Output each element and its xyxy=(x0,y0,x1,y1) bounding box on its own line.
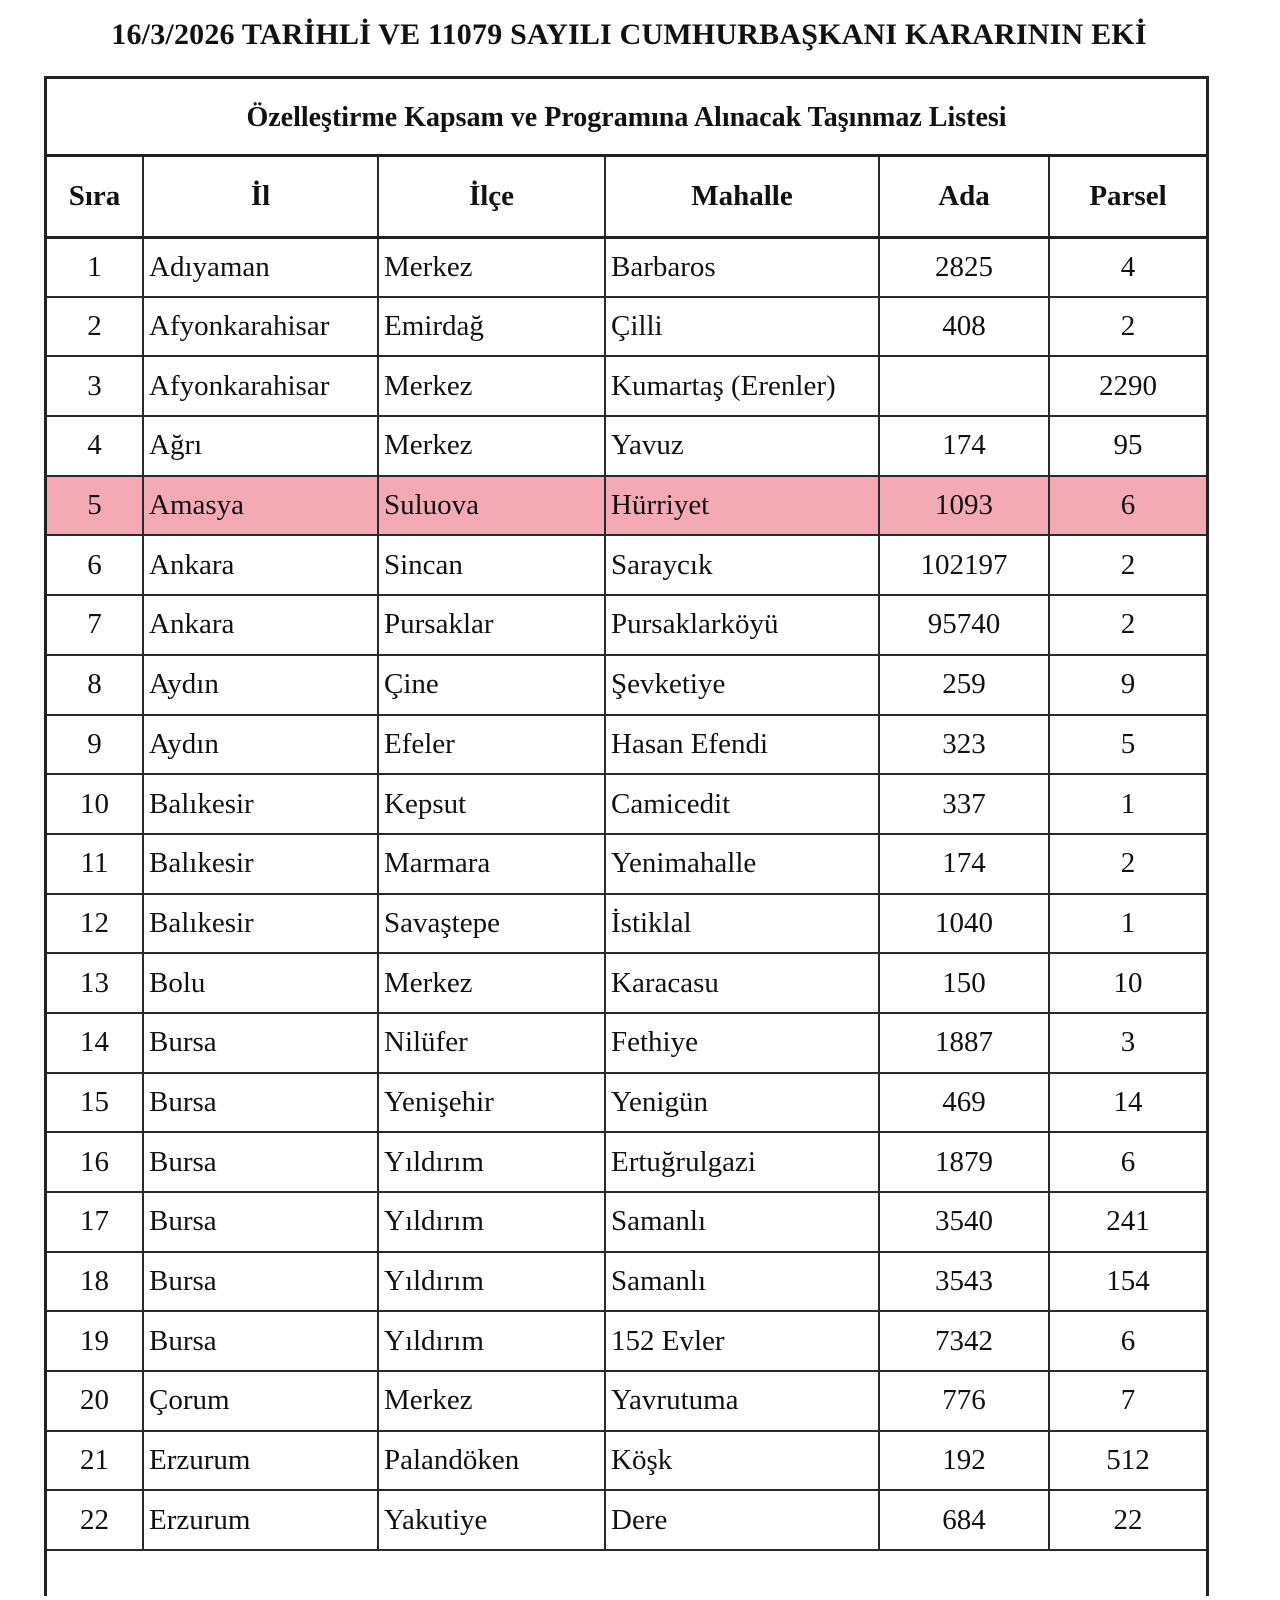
cell-mahalle: Samanlı xyxy=(605,1192,879,1252)
table-row xyxy=(47,1013,1206,1073)
table-row xyxy=(47,655,1206,715)
property-list-table xyxy=(47,157,1206,1551)
cell-mahalle: Yenigün xyxy=(605,1073,879,1133)
cell-ada: 1040 xyxy=(879,894,1049,954)
table-row xyxy=(47,1132,1206,1192)
cell-parsel: 154 xyxy=(1049,1252,1206,1312)
cell-il: Bolu xyxy=(143,953,378,1013)
cell-ilce: Yıldırım xyxy=(378,1252,605,1312)
table-row xyxy=(47,953,1206,1013)
cell-mahalle: Dere xyxy=(605,1490,879,1550)
cell-il: Aydın xyxy=(143,655,378,715)
cell-il: Bursa xyxy=(143,1311,378,1371)
cell-sira: 5 xyxy=(47,476,143,536)
table-row xyxy=(47,1431,1206,1491)
cell-ilce: Yıldırım xyxy=(378,1311,605,1371)
cell-il: Erzurum xyxy=(143,1431,378,1491)
table-caption: Özelleştirme Kapsam ve Programına Alınacak Taşınmaz Listesi xyxy=(47,79,1206,157)
cell-il: Aydın xyxy=(143,715,378,775)
cell-mahalle: Hasan Efendi xyxy=(605,715,879,775)
property-list-table-frame xyxy=(44,76,1209,1596)
cell-mahalle: Barbaros xyxy=(605,237,879,297)
cell-parsel: 4 xyxy=(1049,237,1206,297)
cell-mahalle: Yenimahalle xyxy=(605,834,879,894)
cell-ilce: Efeler xyxy=(378,715,605,775)
cell-ada: 95740 xyxy=(879,595,1049,655)
cell-mahalle: Köşk xyxy=(605,1431,879,1491)
cell-mahalle: Saraycık xyxy=(605,535,879,595)
table-row xyxy=(47,1252,1206,1312)
cell-mahalle: İstiklal xyxy=(605,894,879,954)
cell-sira: 11 xyxy=(47,834,143,894)
cell-mahalle: Yavuz xyxy=(605,416,879,476)
cell-parsel: 241 xyxy=(1049,1192,1206,1252)
cell-il: Bursa xyxy=(143,1013,378,1073)
cell-sira: 7 xyxy=(47,595,143,655)
cell-parsel: 22 xyxy=(1049,1490,1206,1550)
cell-ada: 776 xyxy=(879,1371,1049,1431)
column-header-il: İl xyxy=(143,157,378,237)
cell-sira: 9 xyxy=(47,715,143,775)
cell-sira: 15 xyxy=(47,1073,143,1133)
cell-ada: 337 xyxy=(879,774,1049,834)
cell-ada: 1093 xyxy=(879,476,1049,536)
cell-il: Balıkesir xyxy=(143,894,378,954)
cell-ada: 192 xyxy=(879,1431,1049,1491)
cell-ada: 259 xyxy=(879,655,1049,715)
cell-ada: 684 xyxy=(879,1490,1049,1550)
cell-ilce: Yıldırım xyxy=(378,1132,605,1192)
column-header-ada: Ada xyxy=(879,157,1049,237)
cell-sira: 13 xyxy=(47,953,143,1013)
cell-il: Erzurum xyxy=(143,1490,378,1550)
cell-ilce: Sincan xyxy=(378,535,605,595)
cell-parsel: 2 xyxy=(1049,834,1206,894)
cell-ilce: Pursaklar xyxy=(378,595,605,655)
cell-sira: 10 xyxy=(47,774,143,834)
cell-ada: 3543 xyxy=(879,1252,1049,1312)
cell-il: Adıyaman xyxy=(143,237,378,297)
cell-ada: 174 xyxy=(879,416,1049,476)
cell-ada: 2825 xyxy=(879,237,1049,297)
cell-mahalle: Şevketiye xyxy=(605,655,879,715)
cell-mahalle: Ertuğrulgazi xyxy=(605,1132,879,1192)
cell-ada: 7342 xyxy=(879,1311,1049,1371)
table-row xyxy=(47,774,1206,834)
cell-sira: 21 xyxy=(47,1431,143,1491)
cell-mahalle: Çilli xyxy=(605,297,879,357)
table-row xyxy=(47,1371,1206,1431)
cell-parsel: 5 xyxy=(1049,715,1206,775)
table-row xyxy=(47,356,1206,416)
cell-parsel: 2 xyxy=(1049,535,1206,595)
cell-ilce: Merkez xyxy=(378,237,605,297)
cell-mahalle: Yavrutuma xyxy=(605,1371,879,1431)
cell-ilce: Marmara xyxy=(378,834,605,894)
cell-il: Ankara xyxy=(143,535,378,595)
cell-mahalle: Pursaklarköyü xyxy=(605,595,879,655)
cell-ada: 1887 xyxy=(879,1013,1049,1073)
cell-il: Bursa xyxy=(143,1073,378,1133)
cell-il: Bursa xyxy=(143,1192,378,1252)
cell-parsel: 6 xyxy=(1049,1311,1206,1371)
cell-ada: 408 xyxy=(879,297,1049,357)
cell-parsel: 2 xyxy=(1049,595,1206,655)
cell-parsel: 10 xyxy=(1049,953,1206,1013)
column-header-mahalle: Mahalle xyxy=(605,157,879,237)
cell-ada: 150 xyxy=(879,953,1049,1013)
cell-sira: 20 xyxy=(47,1371,143,1431)
table-row xyxy=(47,1490,1206,1550)
cell-ilce: Merkez xyxy=(378,1371,605,1431)
cell-mahalle: Camicedit xyxy=(605,774,879,834)
column-header-parsel: Parsel xyxy=(1049,157,1206,237)
table-row xyxy=(47,595,1206,655)
table-row xyxy=(47,715,1206,775)
table-row xyxy=(47,894,1206,954)
cell-sira: 18 xyxy=(47,1252,143,1312)
cell-parsel: 2290 xyxy=(1049,356,1206,416)
table-row xyxy=(47,834,1206,894)
cell-parsel: 9 xyxy=(1049,655,1206,715)
cell-parsel: 95 xyxy=(1049,416,1206,476)
cell-ilce: Nilüfer xyxy=(378,1013,605,1073)
cell-parsel: 6 xyxy=(1049,476,1206,536)
cell-il: Bursa xyxy=(143,1132,378,1192)
cell-sira: 6 xyxy=(47,535,143,595)
cell-ilce: Merkez xyxy=(378,953,605,1013)
column-header-sira: Sıra xyxy=(47,157,143,237)
table-header-row xyxy=(47,157,1206,237)
cell-mahalle: Kumartaş (Erenler) xyxy=(605,356,879,416)
cell-il: Balıkesir xyxy=(143,774,378,834)
cell-il: Bursa xyxy=(143,1252,378,1312)
cell-ada: 469 xyxy=(879,1073,1049,1133)
cell-ilce: Merkez xyxy=(378,416,605,476)
cell-ada: 323 xyxy=(879,715,1049,775)
cell-sira: 22 xyxy=(47,1490,143,1550)
cell-il: Çorum xyxy=(143,1371,378,1431)
cell-parsel: 512 xyxy=(1049,1431,1206,1491)
cell-ilce: Yenişehir xyxy=(378,1073,605,1133)
cell-ilce: Merkez xyxy=(378,356,605,416)
cell-parsel: 2 xyxy=(1049,297,1206,357)
table-row xyxy=(47,416,1206,476)
table-row xyxy=(47,1311,1206,1371)
cell-ilce: Yakutiye xyxy=(378,1490,605,1550)
cell-parsel: 3 xyxy=(1049,1013,1206,1073)
cell-sira: 16 xyxy=(47,1132,143,1192)
table-row xyxy=(47,1073,1206,1133)
cell-mahalle: Karacasu xyxy=(605,953,879,1013)
cell-ilce: Çine xyxy=(378,655,605,715)
cell-il: Amasya xyxy=(143,476,378,536)
cell-sira: 2 xyxy=(47,297,143,357)
cell-ilce: Kepsut xyxy=(378,774,605,834)
cell-parsel: 6 xyxy=(1049,1132,1206,1192)
table-row xyxy=(47,1192,1206,1252)
cell-sira: 1 xyxy=(47,237,143,297)
cell-il: Balıkesir xyxy=(143,834,378,894)
table-row xyxy=(47,297,1206,357)
cell-parsel: 7 xyxy=(1049,1371,1206,1431)
document-title: 16/3/2026 TARİHLİ VE 11079 SAYILI CUMHURBAŞKANI KARARININ EKİ xyxy=(111,18,1147,51)
cell-ada: 102197 xyxy=(879,535,1049,595)
cell-parsel: 14 xyxy=(1049,1073,1206,1133)
cell-parsel: 1 xyxy=(1049,894,1206,954)
cell-sira: 19 xyxy=(47,1311,143,1371)
cell-mahalle: Samanlı xyxy=(605,1252,879,1312)
cell-sira: 3 xyxy=(47,356,143,416)
cell-parsel: 1 xyxy=(1049,774,1206,834)
table-row-highlighted xyxy=(47,476,1206,536)
column-header-ilce: İlçe xyxy=(378,157,605,237)
cell-mahalle: Fethiye xyxy=(605,1013,879,1073)
cell-ada xyxy=(879,356,1049,416)
cell-sira: 12 xyxy=(47,894,143,954)
cell-il: Afyonkarahisar xyxy=(143,356,378,416)
cell-ilce: Emirdağ xyxy=(378,297,605,357)
cell-ilce: Yıldırım xyxy=(378,1192,605,1252)
cell-il: Afyonkarahisar xyxy=(143,297,378,357)
cell-ada: 1879 xyxy=(879,1132,1049,1192)
cell-il: Ankara xyxy=(143,595,378,655)
cell-ilce: Suluova xyxy=(378,476,605,536)
cell-mahalle: Hürriyet xyxy=(605,476,879,536)
cell-ilce: Palandöken xyxy=(378,1431,605,1491)
cell-sira: 4 xyxy=(47,416,143,476)
cell-sira: 8 xyxy=(47,655,143,715)
cell-il: Ağrı xyxy=(143,416,378,476)
cell-ada: 174 xyxy=(879,834,1049,894)
cell-sira: 17 xyxy=(47,1192,143,1252)
table-row xyxy=(47,535,1206,595)
cell-ada: 3540 xyxy=(879,1192,1049,1252)
cell-ilce: Savaştepe xyxy=(378,894,605,954)
table-row xyxy=(47,237,1206,297)
cell-mahalle: 152 Evler xyxy=(605,1311,879,1371)
cell-sira: 14 xyxy=(47,1013,143,1073)
